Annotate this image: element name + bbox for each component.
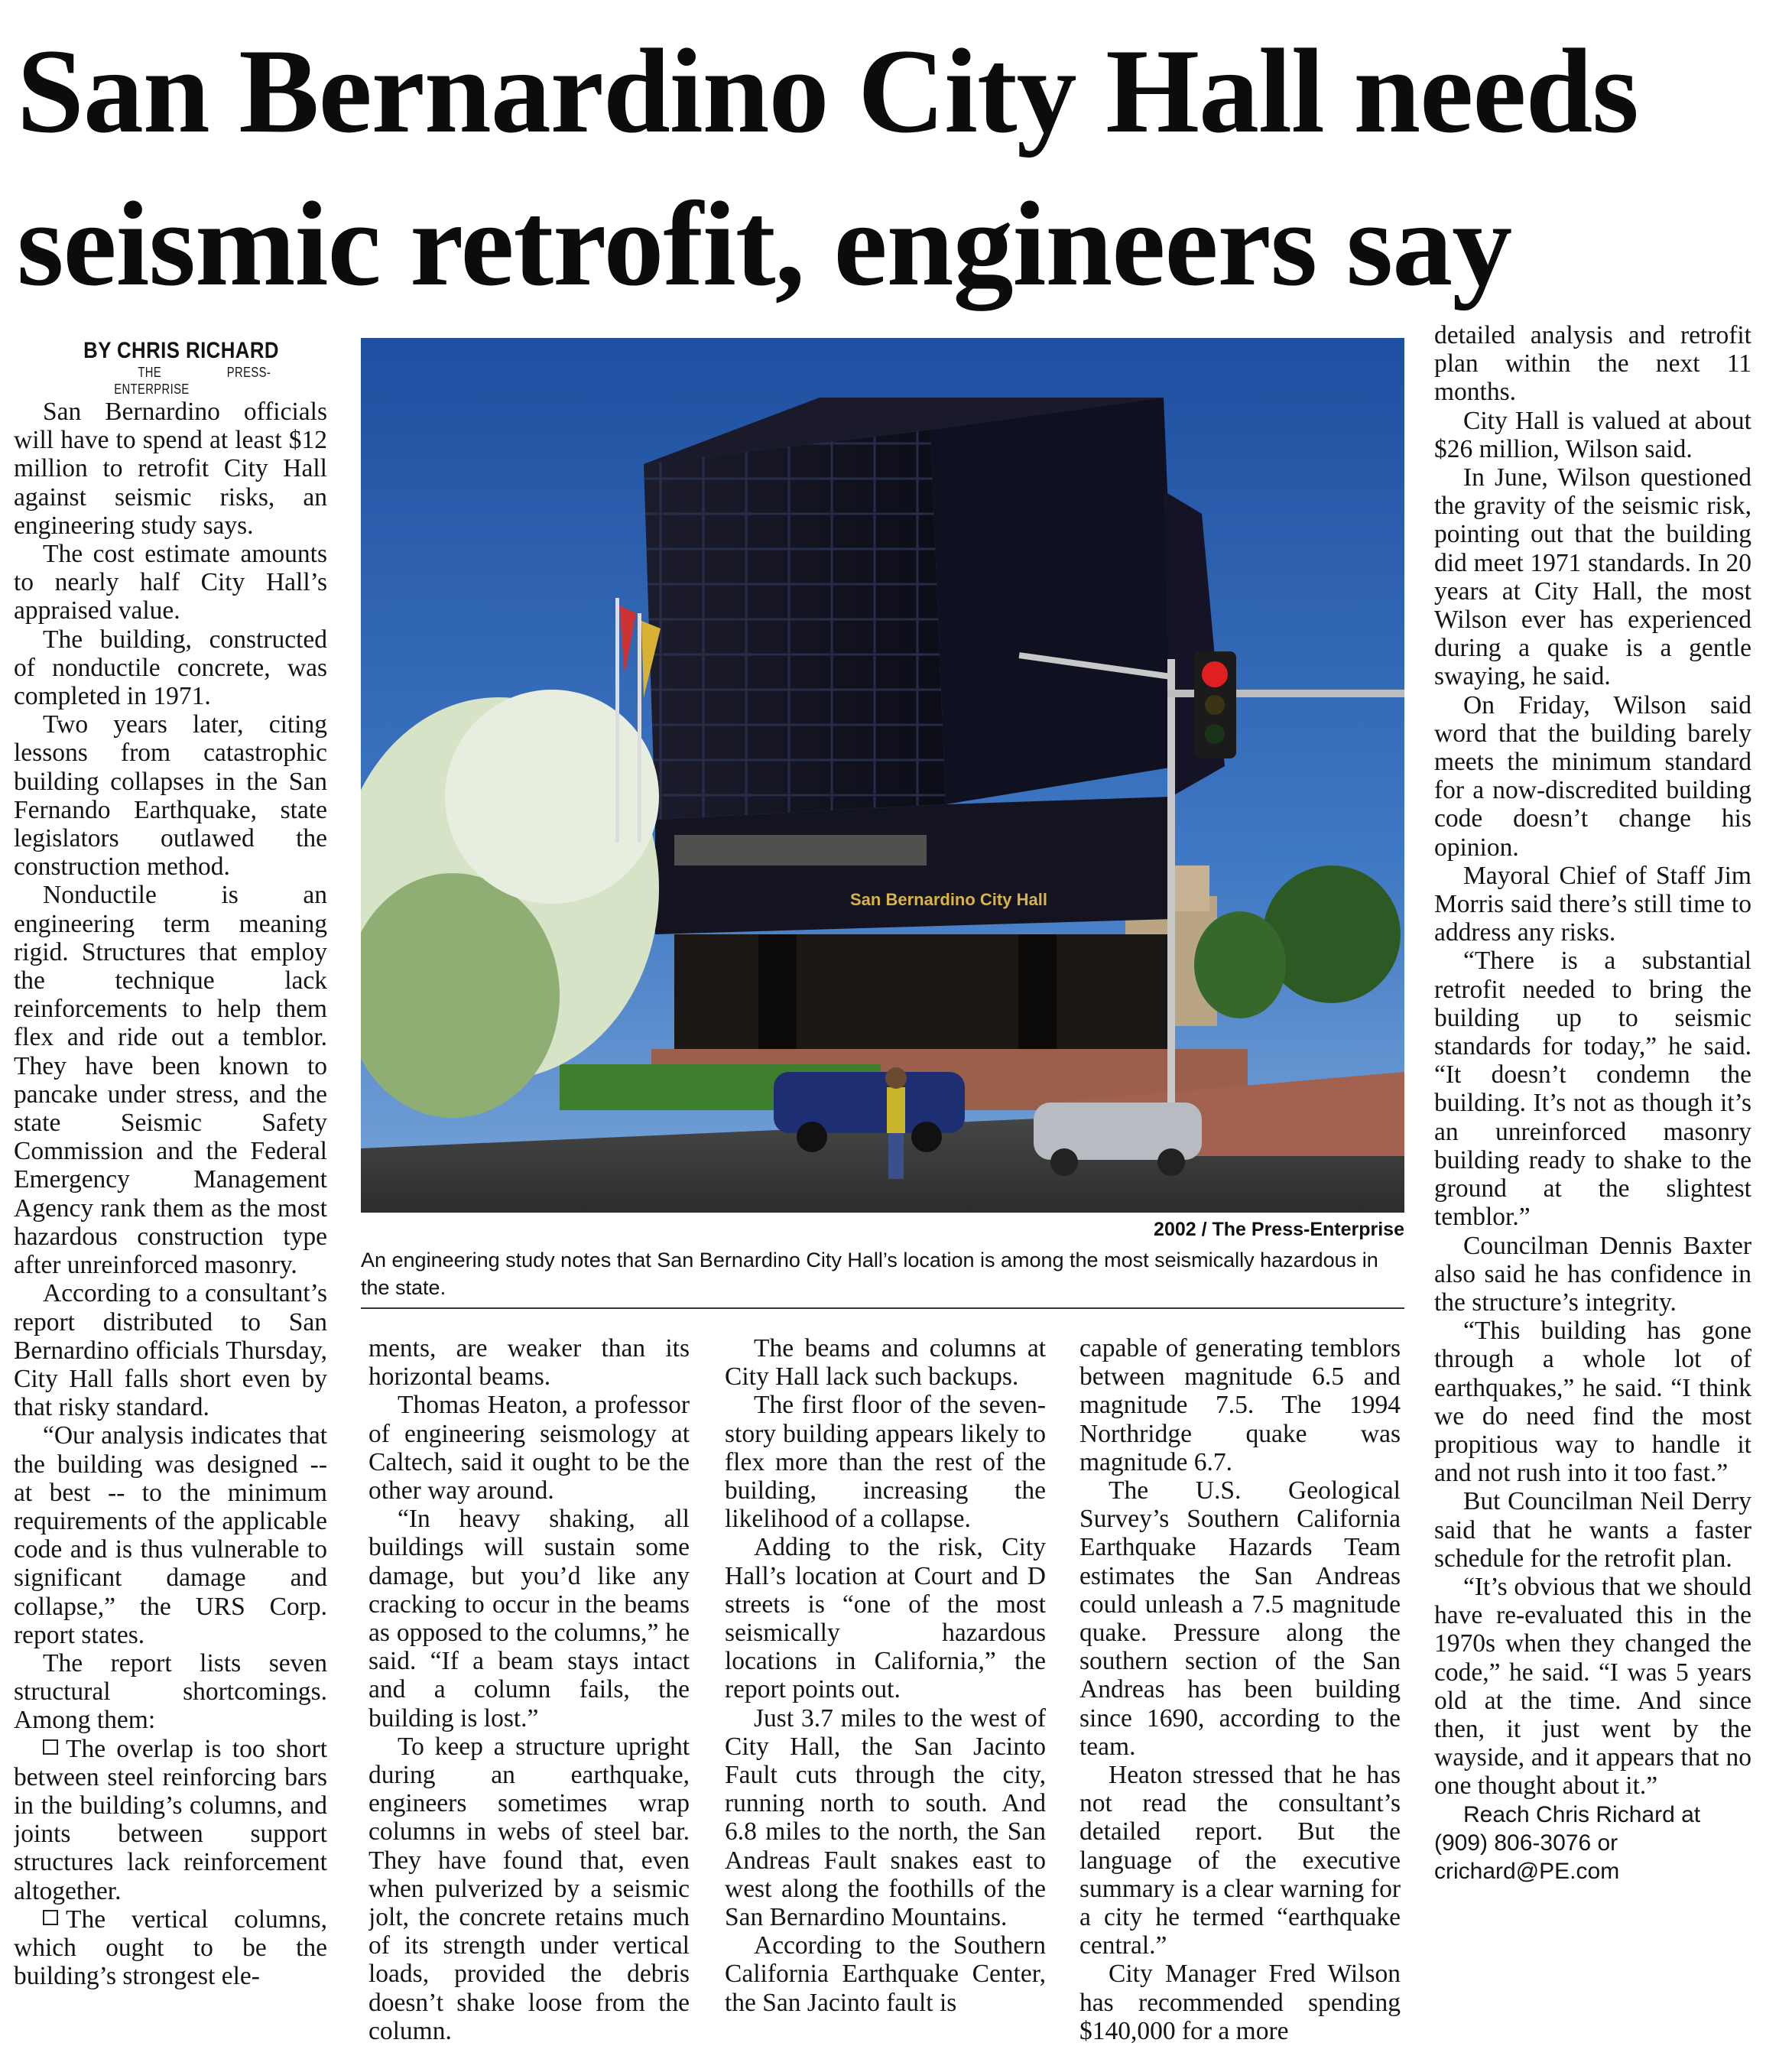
paragraph: The beams and columns at City Hall lack such backups.	[725, 1334, 1046, 1392]
tree	[1194, 911, 1286, 1018]
bullet-text: The vertical columns, which ought to be the building’s strongest ele-	[14, 1905, 327, 1991]
paragraph: Adding to the risk, City Hall’s location at Court and D streets is “one of the most seismically hazardous locations in California,” the report points out.	[725, 1533, 1046, 1704]
paragraph: In June, Wilson questioned the gravity of the seismic risk, pointing out that the building did meet 1971 standards. In 20 years at City Hall, the most Wilson ever has experienced during a quake is a gentle swaying, he said.	[1434, 463, 1751, 691]
paragraph: capable of generating temblors between magnitude 6.5 and magnitude 7.5. The 1994 Northridge quake was magnitude 6.7.	[1079, 1334, 1401, 1476]
paragraph: The first floor of the seven-story building appears likely to flex more than the rest of the building, increasing the likelihood of a collapse.	[725, 1391, 1046, 1534]
wheel	[1157, 1148, 1185, 1176]
paragraph: The cost estimate amounts to nearly half City Hall’s appraised value.	[14, 540, 327, 625]
tower-side	[930, 398, 1179, 804]
article-column-1	[14, 338, 327, 2058]
paragraph: City Hall is valued at about $26 million, Wilson said.	[1434, 406, 1751, 463]
paragraph: Nonductile is an engineering term meaning rigid. Structures that employ the technique lack reinforcements to help them flex and ride out a temblor. They have been known to pancake under stress, and the state Seismic Safety Commission and the Federal Emergency Management Agency rank them as the most hazardous construction type after unreinforced masonry.	[14, 881, 327, 1280]
paragraph: On Friday, Wilson said word that the building barely meets the minimum standard for a now-discredited building code doesn’t change his opinion.	[1434, 690, 1751, 862]
bullet-paragraph	[14, 1905, 327, 1991]
bullet-paragraph	[14, 1735, 327, 1905]
paragraph: According to a consultant’s report distributed to San Bernardino officials Thursday, City Hall falls short even by that risky standard.	[14, 1279, 327, 1422]
paragraph: Just 3.7 miles to the west of City Hall, the San Jacinto Fault cuts through the city, running north to south. And 6.8 miles to the north, the San Andreas Fault snakes east to west along the foothills of the San Bernardino Mountains.	[725, 1703, 1046, 1932]
headline	[17, 15, 1760, 321]
paragraph: The U.S. Geological Survey’s Southern California Earthquake Hazards Team estimates the San Andreas could unleash a 7.5 magnitude quake. Pressure along the southern section of the San Andreas has been building since 1690, according to the team.	[1079, 1476, 1401, 1761]
paragraph: According to the Southern California Earthquake Center, the San Jacinto fault is	[725, 1931, 1046, 2017]
tower-front-grid	[644, 430, 946, 820]
byline-outlet: THE PRESS-ENTERPRISE	[114, 365, 271, 397]
paragraph: The report lists seven structural shortcomings. Among them:	[14, 1648, 327, 1735]
wheel	[911, 1122, 942, 1152]
article-column-4	[1079, 1334, 1401, 2061]
bullet-text: The overlap is too short between steel reinforcing bars in the building’s columns, and joints between support structures lack reinforcement altogether.	[14, 1734, 327, 1905]
paragraph: “There is a substantial retrofit needed to bring the building up to seismic standards for today,” he said. “It doesn’t condemn the building. It’s not as though it’s an unreinforced masonry building ready to shake to the ground at the slightest temblor.”	[1434, 947, 1751, 1232]
paragraph: But Councilman Neil Derry said that he wants a faster schedule for the retrofit plan.	[1434, 1487, 1751, 1573]
amber-light	[1205, 695, 1225, 715]
paragraph: San Bernardino officials will have to spend at least $12 million to retrofit City Hall against seismic risks, an engineering study says.	[14, 398, 327, 540]
flowering-tree	[445, 690, 659, 904]
paragraph: Heaton stressed that he has not read the consultant’s detailed report. But the language of the executive summary is a clear warning for a city he termed “earthquake central.”	[1079, 1761, 1401, 1960]
pedestrian	[888, 1133, 904, 1179]
flag-pole	[638, 613, 641, 843]
paragraph: Two years later, citing lessons from catastrophic building collapses in the San Fernando Earthquake, state legislators outlawed the construction method.	[14, 710, 327, 882]
article-column-5	[1434, 321, 1751, 2057]
flag-pole	[615, 598, 619, 843]
paragraph: To keep a structure upright during an earthquake, engineers sometimes wrap columns in webs of steel bar. They have found that, even when pulverized by a seismic jolt, the concrete retains much of its strength under vertical loads, provided the debris doesn’t shake loose from the column.	[368, 1732, 690, 2045]
paragraph: Thomas Heaton, a professor of engineering seismology at Caltech, said it ought to be the other way around.	[368, 1391, 690, 1505]
bullet-icon	[43, 1739, 58, 1755]
wheel	[797, 1122, 827, 1152]
paragraph: ments, are weaker than its horizontal beams.	[368, 1334, 690, 1392]
author-contact: Reach Chris Richard at (909) 806-3076 or crichard@PE.com	[1434, 1801, 1701, 1884]
paragraph: Mayoral Chief of Staff Jim Morris said there’s still time to address any risks.	[1434, 861, 1751, 947]
paragraph: “In heavy shaking, all buildings will sustain some damage, but you’d like any cracking to occur in the beams as opposed to the columns,” he said. “If a beam stays intact and a column fails, the building is lost.”	[368, 1505, 690, 1733]
window-row	[674, 835, 927, 865]
article-column-2	[368, 1334, 690, 2061]
paragraph: City Manager Fred Wilson has recommended spending $140,000 for a more	[1079, 1960, 1401, 2045]
paragraph: The building, constructed of nonductile concrete, was completed in 1971.	[14, 625, 327, 711]
light-pole	[1167, 659, 1175, 1118]
paragraph: “This building has gone through a whole lot of earthquakes,” he said. “I think we do need find the most propitious way to handle it and not rush into it too fast.”	[1434, 1317, 1751, 1488]
paragraph: detailed analysis and retrofit plan within the next 11 months.	[1434, 321, 1751, 407]
photo-caption: An engineering study notes that San Bernardino City Hall’s location is among the most seismically hazardous in the state.	[361, 1249, 1378, 1299]
tree	[1263, 865, 1401, 1003]
bullet-icon	[43, 1910, 58, 1925]
photo-credit: 2002 / The Press-Enterprise	[1154, 1219, 1404, 1240]
caption-divider	[361, 1307, 1404, 1309]
pedestrian	[887, 1087, 905, 1133]
paragraph: “Our analysis indicates that the building was designed -- at best -- to the minimum requirements of the applicable code and is thus vulnerable to significant damage and collapse,” the URS Corp. report states.	[14, 1421, 327, 1649]
pedestrian	[885, 1067, 907, 1089]
red-light	[1202, 661, 1228, 687]
headline-line-2: seismic retrofit, engineers say	[17, 177, 1512, 311]
wheel	[1050, 1148, 1078, 1176]
paragraph: Councilman Dennis Baxter also said he has confidence in the structure’s integrity.	[1434, 1231, 1751, 1317]
headline-line-1: San Bernardino City Hall needs	[17, 24, 1638, 158]
city-hall-photo	[361, 338, 1404, 1213]
article-column-3	[725, 1334, 1046, 2061]
blue-car	[774, 1072, 965, 1133]
lobby	[674, 934, 1171, 1064]
paragraph: “It’s obvious that we should have re-evaluated this in the 1970s when they changed the code,” he said. “I was 5 years old at the time. And since then, it just went by the wayside, and it appears that no one thought about it.”	[1434, 1572, 1751, 1801]
byline-author: BY CHRIS RICHARD	[83, 338, 279, 363]
green-light	[1205, 724, 1225, 744]
building-sign-text: San Bernardino City Hall	[850, 890, 1047, 909]
